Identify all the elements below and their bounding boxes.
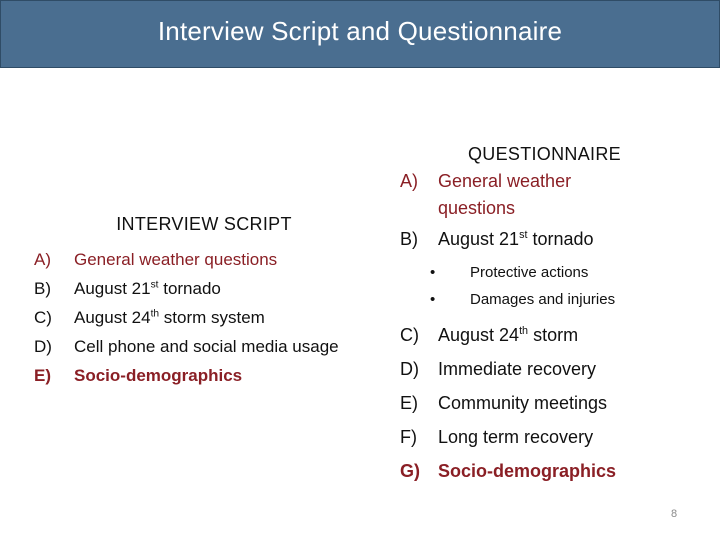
item-text: Socio-demographics bbox=[74, 366, 243, 385]
item-text-part: August 21 bbox=[74, 279, 151, 298]
item-letter: A) bbox=[34, 250, 51, 269]
bullet-text: Protective actions bbox=[470, 264, 589, 281]
list-item bbox=[400, 353, 710, 385]
item-letter: C) bbox=[400, 325, 419, 345]
item-letter: A) bbox=[400, 171, 418, 191]
ordinal-suffix: st bbox=[519, 229, 528, 241]
item-text bbox=[74, 274, 221, 303]
page-number: 8 bbox=[670, 508, 678, 520]
interview-script-list bbox=[34, 245, 364, 390]
item-letter: F) bbox=[400, 427, 417, 447]
sub-bullet-item bbox=[430, 286, 710, 313]
item-text: General weather questions bbox=[74, 250, 278, 269]
questionnaire-heading: QUESTIONNAIRE bbox=[468, 144, 621, 164]
bullet-text: Damages and injuries bbox=[470, 291, 616, 308]
list-item bbox=[400, 387, 710, 419]
list-item bbox=[400, 226, 710, 253]
item-letter: G) bbox=[400, 461, 420, 481]
item-letter: E) bbox=[400, 393, 418, 413]
item-text-part: tornado bbox=[527, 229, 594, 249]
list-item bbox=[34, 332, 364, 361]
item-text bbox=[74, 303, 265, 332]
interview-script-heading: INTERVIEW SCRIPT bbox=[116, 214, 292, 234]
item-letter: B) bbox=[34, 279, 51, 298]
item-text-part: August 21 bbox=[438, 229, 520, 249]
item-letter: D) bbox=[34, 337, 52, 356]
list-item bbox=[34, 361, 364, 390]
item-text: Long term recovery bbox=[438, 427, 594, 447]
item-text-part: storm bbox=[528, 325, 579, 345]
list-item bbox=[400, 319, 710, 351]
item-text bbox=[438, 226, 710, 253]
item-letter: D) bbox=[400, 359, 419, 379]
item-text: General weather questions bbox=[438, 171, 572, 218]
item-text: Community meetings bbox=[438, 393, 608, 413]
ordinal-suffix: th bbox=[519, 325, 529, 337]
item-letter: C) bbox=[34, 308, 52, 327]
item-text-part: tornado bbox=[158, 279, 221, 298]
interview-script-section bbox=[34, 214, 364, 390]
item-text: Socio-demographics bbox=[438, 461, 617, 481]
bullet-marker: • bbox=[430, 291, 436, 308]
bullet-marker: • bbox=[430, 264, 436, 281]
list-item bbox=[34, 303, 364, 332]
list-item bbox=[400, 421, 710, 453]
item-text-part: August 24 bbox=[74, 308, 151, 327]
sub-bullet-item bbox=[430, 259, 710, 286]
list-item bbox=[400, 455, 710, 487]
item-text-part: August 24 bbox=[438, 325, 520, 345]
sub-bullet-list bbox=[430, 259, 710, 313]
list-item bbox=[34, 274, 364, 303]
slide-title: Interview Script and Questionnaire bbox=[157, 15, 563, 46]
questionnaire-section bbox=[400, 140, 710, 487]
item-text: Cell phone and social media usage bbox=[74, 337, 339, 356]
item-text bbox=[438, 319, 710, 351]
item-letter: E) bbox=[34, 366, 51, 385]
item-text: Immediate recovery bbox=[438, 359, 597, 379]
ordinal-suffix: st bbox=[150, 279, 159, 291]
item-text-part: storm system bbox=[159, 308, 265, 327]
list-item bbox=[400, 168, 710, 222]
item-letter: B) bbox=[400, 229, 418, 249]
title-bar bbox=[0, 0, 720, 68]
ordinal-suffix: th bbox=[150, 308, 160, 320]
list-item bbox=[34, 245, 364, 274]
